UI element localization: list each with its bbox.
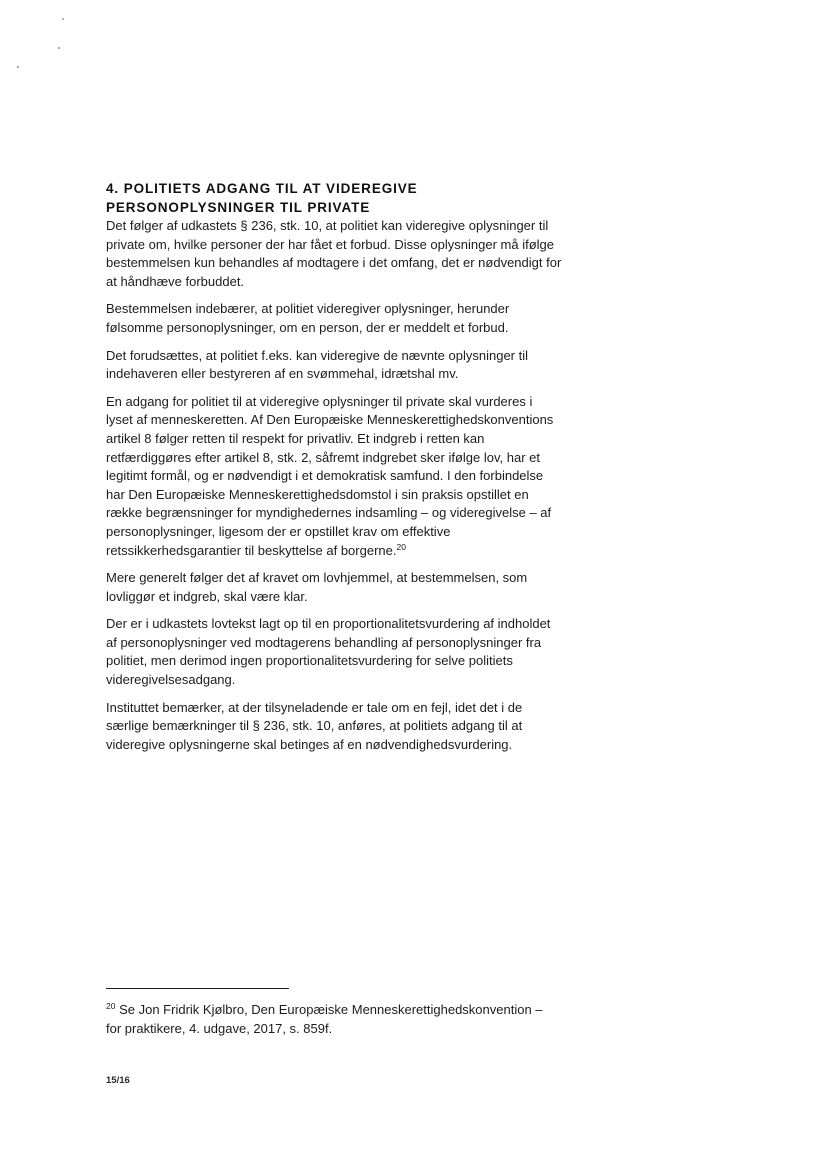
paragraph-text: Instituttet bemærker, at der tilsyneladende er tale om en fejl, idet det i de særlige bemærkninger til § 236, stk. 10, anføres, at politiets adgang til at videregive oplysningerne skal betinges af en nødvendighedsvurdering. — [106, 699, 523, 752]
scan-speck — [17, 66, 19, 68]
paragraph — [106, 615, 562, 689]
paragraph — [106, 393, 562, 560]
section-heading — [106, 179, 562, 217]
paragraph — [106, 569, 562, 606]
paragraph — [106, 699, 562, 755]
paragraph-text: Mere generelt følger det af kravet om lovhjemmel, at bestemmelsen, som lovliggør et indgreb, skal være klar. — [106, 570, 528, 604]
paragraph-text: Der er i udkastets lovtekst lagt op til en proportionalitetsvurdering af indholdet af personoplysninger ved modtagerens behandling af personoplysninger fra politiet, men derimod ingen proportionalitetsvurdering for selve politiets videregivelsesadgang. — [106, 616, 551, 688]
scan-speck — [58, 47, 60, 49]
paragraph-list — [106, 217, 562, 754]
paragraph — [106, 347, 562, 384]
paragraph-text: Det følger af udkastets § 236, stk. 10, at politiet kan videregive oplysninger til private om, hvilke personer der har fået et forbud. Disse oplysninger må ifølge bestemmelsen kun behandles af modtagere i det omfang, det er nødvendigt for at håndhæve forbuddet. — [106, 218, 562, 289]
paragraph-text: En adgang for politiet til at videregive oplysninger til private skal vurderes i lyset af menneskeretten. Af Den Europæiske Menneskerettighedskonventions artikel 8 følger retten til respekt for privatliv. Et indgreb i retten kan retfærdiggøres efter artikel 8, stk. 2, såfremt indgrebet sker ifølge lov, har et legitimt formål, og er nødvendigt i et demokratisk samfund. I den forbindelse har Den Europæiske Menneskerettighedsdomstol i sin praksis opstillet en række begrænsninger for myndighedernes indsamling – og videregivelse – af personoplysninger, ligesom der er opstillet krav om effektive retssikkerhedsgarantier til beskyttelse af borgerne. — [106, 393, 554, 558]
paragraph — [106, 300, 562, 337]
paragraph-text: Bestemmelsen indebærer, at politiet videregiver oplysninger, herunder følsomme personoplysninger, om en person, der er meddelt et forbud. — [106, 301, 510, 335]
section-content — [106, 179, 562, 763]
section-heading-line-2: PERSONOPLYSNINGER TIL PRIVATE — [106, 200, 371, 215]
footnote-divider — [106, 988, 289, 989]
paragraph-text: Det forudsættes, at politiet f.eks. kan videregive de nævnte oplysninger til indehaveren eller bestyreren af en svømmehal, idrætshal mv. — [106, 347, 528, 382]
section-heading-line-1: 4. POLITIETS ADGANG TIL AT VIDEREGIVE — [106, 181, 418, 196]
footnote-reference[interactable]: 20 — [396, 541, 406, 552]
footnote-number: 20 — [106, 1001, 116, 1011]
scan-speck — [62, 18, 64, 20]
page-number: 15/16 — [106, 1075, 130, 1086]
footnote-text: Se Jon Fridrik Kjølbro, Den Europæiske Menneskerettighedskonvention – for praktikere, 4. udgave, 2017, s. 859f. — [106, 1002, 543, 1036]
paragraph — [106, 217, 562, 291]
footnote — [106, 1000, 546, 1038]
